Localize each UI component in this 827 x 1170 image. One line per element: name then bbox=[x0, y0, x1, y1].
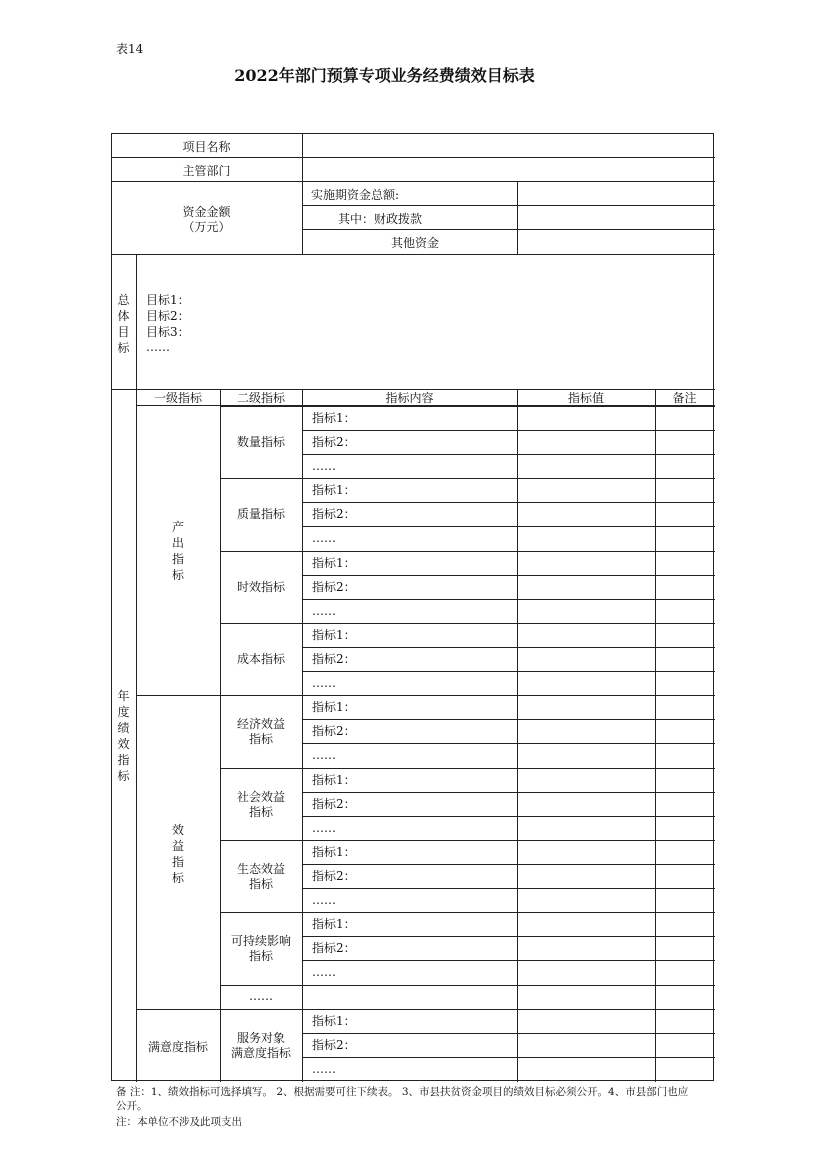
benefit-indicator-1: 效 bbox=[171, 823, 184, 837]
grid-line bbox=[302, 502, 715, 503]
grid-line bbox=[136, 695, 221, 696]
overall-goal-label-1: 总 bbox=[117, 293, 130, 307]
indicator-item-label: 指标2： bbox=[312, 1038, 356, 1052]
indicator-item-label: 指标1： bbox=[312, 411, 356, 425]
benefit-indicator-4: 标 bbox=[171, 871, 184, 885]
grid-line bbox=[136, 1009, 221, 1010]
grid-line bbox=[220, 623, 715, 624]
indicator-item-label: 指标2： bbox=[312, 869, 356, 883]
grid-line bbox=[302, 792, 715, 793]
level2-indicator-name: 成本指标 bbox=[236, 652, 285, 666]
indicator-item-label: 指标1： bbox=[312, 1014, 356, 1028]
grid-line bbox=[302, 430, 715, 431]
grid-line bbox=[111, 254, 715, 255]
indicator-item-label: …… bbox=[312, 676, 336, 690]
indicator-item-label: 指标2： bbox=[312, 435, 356, 449]
grid-line bbox=[302, 389, 303, 1082]
indicator-item-label: …… bbox=[312, 531, 336, 545]
note-line: 注：本单位不涉及此项支出 bbox=[116, 1116, 242, 1128]
other-fund-label: 其他资金 bbox=[391, 236, 440, 250]
indicator-item-label: 指标2： bbox=[312, 507, 356, 521]
department-label: 主管部门 bbox=[182, 164, 231, 178]
grid-line bbox=[302, 671, 715, 672]
indicator-item-label: 指标2： bbox=[312, 797, 356, 811]
indicator-item-label: …… bbox=[312, 748, 336, 762]
annual-label-5: 指 bbox=[117, 753, 130, 767]
indicator-item-label: 指标2： bbox=[312, 652, 356, 666]
indicator-item-label: 指标2： bbox=[312, 580, 356, 594]
project-name-label: 项目名称 bbox=[182, 140, 231, 154]
level2-indicator-name: 服务对象 bbox=[236, 1031, 285, 1045]
indicator-item-label: 指标2： bbox=[312, 941, 356, 955]
level2-indicator-name: 社会效益 bbox=[236, 790, 285, 804]
overall-goal-label-4: 标 bbox=[117, 341, 130, 355]
grid-line bbox=[302, 575, 715, 576]
grid-line bbox=[302, 205, 715, 206]
level2-indicator-name: 指标 bbox=[248, 877, 273, 891]
annual-label-1: 年 bbox=[117, 689, 130, 703]
indicator-item-label: …… bbox=[312, 893, 336, 907]
indicator-item-label: 指标1： bbox=[312, 845, 356, 859]
annual-label-2: 度 bbox=[117, 705, 130, 719]
level2-indicator-name: 生态效益 bbox=[236, 862, 285, 876]
grid-line bbox=[302, 816, 715, 817]
grid-line bbox=[302, 864, 715, 865]
grid-line bbox=[302, 1057, 715, 1058]
overall-goal-label-3: 目 bbox=[117, 325, 130, 339]
indicator-item-label: 指标2： bbox=[312, 724, 356, 738]
grid-line bbox=[220, 551, 715, 552]
grid-line bbox=[517, 389, 518, 1082]
note-line: 公开。 bbox=[116, 1100, 148, 1112]
output-indicator-2: 出 bbox=[171, 536, 184, 550]
grid-line bbox=[136, 254, 137, 390]
grid-line bbox=[302, 599, 715, 600]
overall-goal-line: 目标2： bbox=[146, 309, 190, 323]
overall-goal-line: …… bbox=[146, 340, 170, 354]
indicator-item-label: 指标1： bbox=[312, 556, 356, 570]
grid-line bbox=[302, 936, 715, 937]
indicator-item-label: …… bbox=[312, 965, 336, 979]
output-indicator-3: 指 bbox=[171, 552, 184, 566]
grid-line bbox=[302, 229, 715, 230]
overall-goal-line: 目标3： bbox=[146, 325, 190, 339]
annual-label-6: 标 bbox=[117, 769, 130, 783]
grid-line bbox=[220, 985, 715, 986]
grid-line bbox=[302, 133, 303, 255]
indicator-item-label: 指标1： bbox=[312, 917, 356, 931]
level2-indicator-name: 可持续影响 bbox=[230, 934, 291, 948]
grid-line bbox=[220, 695, 715, 696]
header-level2: 二级指标 bbox=[236, 391, 285, 405]
grid-line bbox=[111, 389, 715, 390]
indicator-item-label: …… bbox=[312, 821, 336, 835]
grid-line bbox=[220, 768, 715, 769]
indicator-item-label: 指标1： bbox=[312, 628, 356, 642]
indicator-item-label: 指标1： bbox=[312, 483, 356, 497]
grid-line bbox=[111, 157, 715, 158]
benefit-extra-row: …… bbox=[249, 989, 273, 1003]
grid-line bbox=[220, 1009, 715, 1010]
indicator-item-label: …… bbox=[312, 1062, 336, 1076]
output-indicator-1: 产 bbox=[171, 520, 184, 534]
table-number: 表14 bbox=[116, 42, 144, 56]
satisfaction-indicator: 满意度指标 bbox=[147, 1040, 208, 1054]
overall-goal-label-2: 体 bbox=[117, 309, 130, 323]
page-title: 2022年部门预算专项业务经费绩效目标表 bbox=[234, 66, 535, 85]
grid-line bbox=[220, 912, 715, 913]
level2-indicator-name: 指标 bbox=[248, 805, 273, 819]
grid-line bbox=[302, 888, 715, 889]
grid-line bbox=[302, 647, 715, 648]
benefit-indicator-2: 益 bbox=[171, 839, 184, 853]
grid-line bbox=[220, 840, 715, 841]
level2-indicator-name: 满意度指标 bbox=[230, 1046, 291, 1060]
performance-table bbox=[111, 133, 714, 1081]
grid-line bbox=[517, 181, 518, 255]
level2-indicator-name: 数量指标 bbox=[236, 435, 285, 449]
level2-indicator-name: 经济效益 bbox=[236, 717, 285, 731]
overall-goal-line: 目标1： bbox=[146, 293, 190, 307]
header-remark: 备注 bbox=[672, 391, 697, 405]
annual-label-3: 绩 bbox=[117, 721, 130, 735]
level2-indicator-name: 质量指标 bbox=[236, 507, 285, 521]
indicator-item-label: 指标1： bbox=[312, 700, 356, 714]
grid-line bbox=[302, 454, 715, 455]
grid-line bbox=[111, 181, 715, 182]
fiscal-fund-label: 其中：财政拨款 bbox=[338, 212, 423, 226]
grid-line bbox=[302, 743, 715, 744]
indicator-item-label: 指标1： bbox=[312, 773, 356, 787]
fund-amount-label: 资金金额 bbox=[182, 205, 231, 219]
grid-line bbox=[302, 1033, 715, 1034]
grid-line bbox=[220, 478, 715, 479]
header-value: 指标值 bbox=[567, 391, 604, 405]
header-content: 指标内容 bbox=[385, 391, 434, 405]
grid-line bbox=[302, 960, 715, 961]
grid-line bbox=[302, 719, 715, 720]
grid-line bbox=[136, 389, 137, 1082]
level2-indicator-name: 指标 bbox=[248, 949, 273, 963]
note-line: 备 注：1、绩效指标可选择填写。 2、根据需要可往下续表。 3、市县扶贫资金项目的绩效目标必须公开。4、市县部门也应 bbox=[116, 1086, 689, 1098]
level2-indicator-name: 指标 bbox=[248, 732, 273, 746]
total-fund-label: 实施期资金总额: bbox=[311, 188, 400, 202]
fund-unit-label: （万元） bbox=[182, 220, 231, 234]
indicator-item-label: …… bbox=[312, 604, 336, 618]
benefit-indicator-3: 指 bbox=[171, 855, 184, 869]
indicator-item-label: …… bbox=[312, 459, 336, 473]
grid-line bbox=[655, 389, 656, 1082]
annual-label-4: 效 bbox=[117, 737, 130, 751]
level2-indicator-name: 时效指标 bbox=[236, 580, 285, 594]
grid-line bbox=[302, 526, 715, 527]
grid-line bbox=[220, 406, 715, 407]
output-indicator-4: 标 bbox=[171, 568, 184, 582]
header-level1: 一级指标 bbox=[153, 391, 202, 405]
